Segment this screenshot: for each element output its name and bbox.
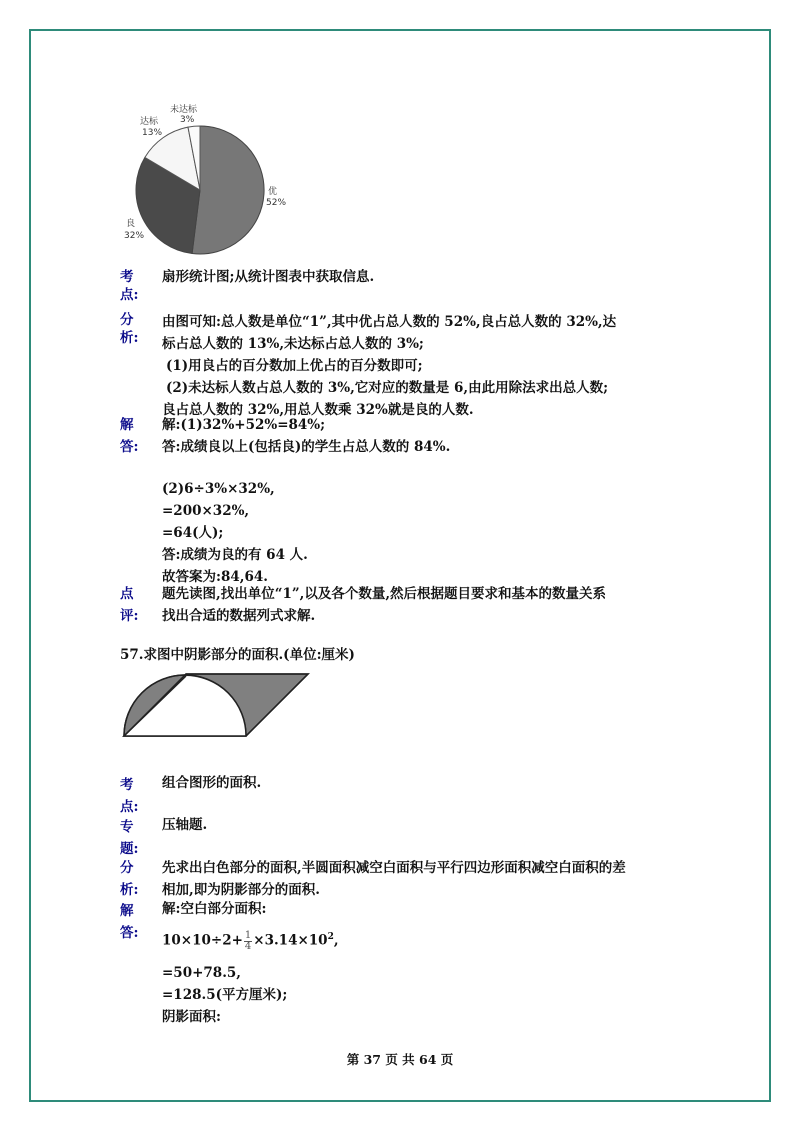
q57-jie-label: 解 答: <box>120 903 139 941</box>
q56-jie-text: 解:(1)32%+52%=84%; 答:成绩良以上(包括良)的学生占总人数的 84%. <box>162 417 451 455</box>
pie-label-you-pct: 52% <box>266 198 287 208</box>
q56-fen-text: 由图可知:总人数是单位“1”,其中优占总人数的 52%,良占总人数的 32%,达 标占总人数的 13%,未达标占总人数的 3%; (1)用良占的百分数加上优占的百分数即可; (2)未达标人数占总人数的 3%,它对应的数量是 6,由此用除法求出总人数; 良占总人数的 32%,用总人数乘 32%就是良的人数. <box>162 314 617 418</box>
pie-label-dabiao: 达标 <box>140 117 159 127</box>
q57-formula: 10×10÷2+ $\frac{1}{4}$ $\times 3.14\times 10^2$, <box>162 929 339 952</box>
q56-jie-label: 解 答: <box>120 417 139 455</box>
q57-fen-label: 分 析: <box>120 860 139 898</box>
pie-label-weidabiao: 未达标 <box>170 105 198 115</box>
q57-kao-text: 组合图形的面积. <box>162 775 262 791</box>
q56-kao-text: 扇形统计图;从统计图表中获取信息. <box>162 269 375 285</box>
pie-label-you: 优 <box>268 187 278 197</box>
q56-jie-text-2: (2)6÷3%×32%, =200×32%, =64(人); 答:成绩为良的有 64 人. 故答案为:84,64. <box>162 481 308 585</box>
q56-dian-text: 题先读图,找出单位“1”,以及各个数量,然后根据题目要求和基本的数量关系 找出合适的数据列式求解. <box>162 586 607 624</box>
pie-slice-you <box>192 126 264 254</box>
pie-label-weidabiao-pct: 3% <box>180 115 195 125</box>
pie-label-liang: 良 <box>126 219 136 229</box>
q57-title: 57.求图中阴影部分的面积.(单位:厘米) <box>120 647 355 663</box>
q57-jie-first: 解:空白部分面积: <box>162 901 267 917</box>
shaded-figure <box>118 672 314 740</box>
q57-kao-label: 考 点: <box>120 777 139 815</box>
q56-kao-label: 考 点: <box>120 269 139 303</box>
pie-chart <box>118 98 308 260</box>
q56-fen-label: 分 析: <box>120 312 139 346</box>
q57-fen-text: 先求出白色部分的面积,半圆面积减空白面积与平行四边形面积减空白面积的差 相加,即为阴影部分的面积. <box>162 860 626 898</box>
pie-label-liang-pct: 32% <box>124 231 145 241</box>
fraction: $\frac{1}{4}$ <box>244 929 252 952</box>
q57-zhuan-label: 专 题: <box>120 819 139 857</box>
pie-label-dabiao-pct: 13% <box>142 128 163 138</box>
q57-jie-text: =50+78.5, =128.5(平方厘米); 阴影面积: <box>162 965 288 1025</box>
q56-dian-label: 点 评: <box>120 586 139 624</box>
q57-zhuan-text: 压轴题. <box>162 817 208 833</box>
page-footer: 第 37 页 共 64 页 <box>346 1052 454 1067</box>
